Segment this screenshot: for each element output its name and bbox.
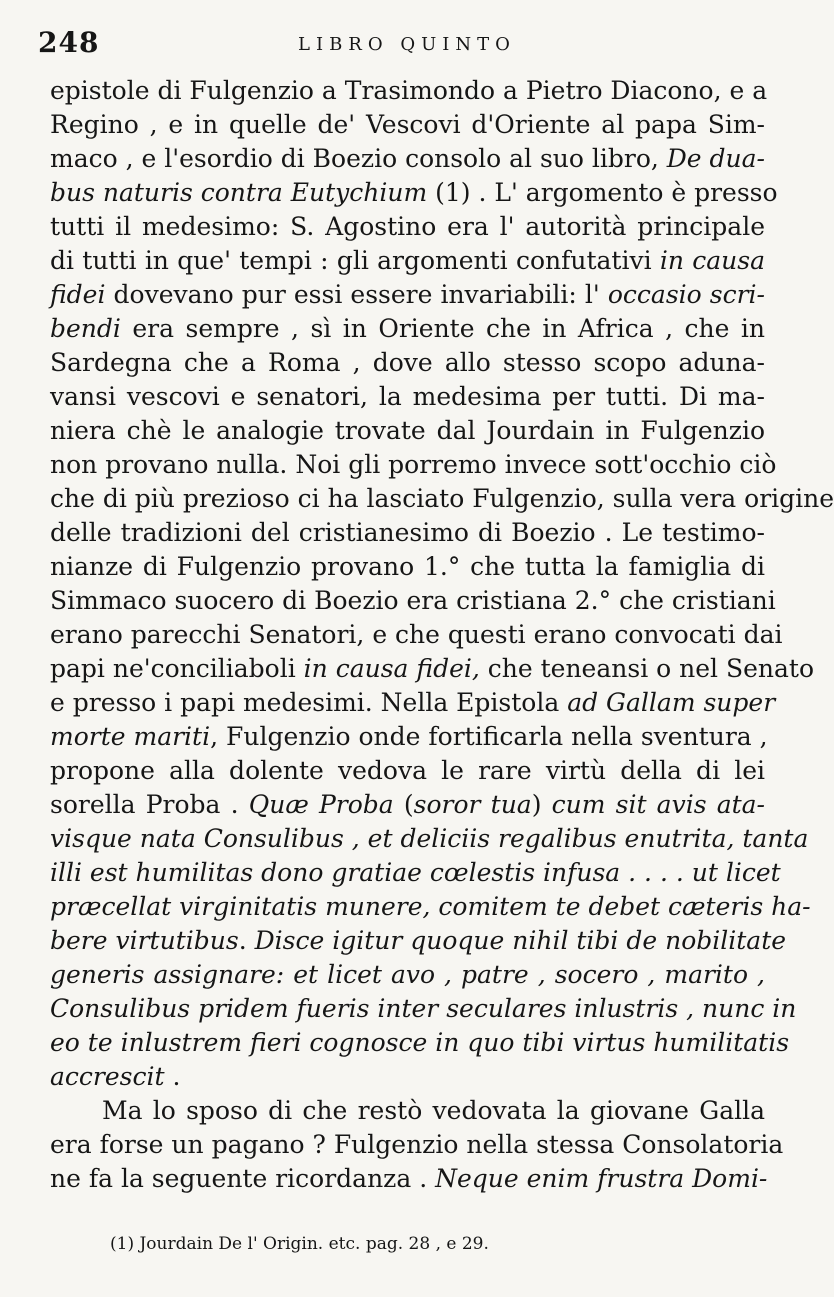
text-segment: Ma lo sposo di che restò vedovata la giovane Galla	[102, 1096, 765, 1125]
text-line	[50, 1162, 768, 1196]
text-segment: (1) . L' argomento è presso	[427, 178, 778, 207]
italic-text: bere virtutibus	[50, 926, 239, 955]
text-line	[50, 958, 765, 992]
text-segment: sorella Proba .	[50, 790, 249, 819]
body-text	[50, 74, 834, 1196]
text-segment: di tutti in que' tempi : gli argomenti confutativi	[50, 246, 660, 275]
text-line	[50, 788, 765, 822]
text-line	[50, 550, 765, 584]
running-head: LIBRO QUINTO	[298, 34, 516, 55]
text-line	[50, 1060, 765, 1094]
text-line	[50, 312, 765, 346]
text-line	[50, 686, 776, 720]
text-line	[50, 482, 834, 516]
text-segment: propone alla dolente vedova le rare virtù della di lei	[50, 756, 765, 785]
text-segment: era sempre , sì in Oriente che in Africa , che in	[120, 314, 765, 343]
text-segment: epistole di Fulgenzio a Trasimondo a Pietro Diacono, e a	[50, 76, 768, 105]
text-line	[50, 278, 765, 312]
text-segment: tutti il medesimo: S. Agostino era l' autorità principale	[50, 212, 765, 241]
text-segment: ne fa la seguente ricordanza .	[50, 1164, 436, 1193]
italic-text: soror tua	[413, 790, 532, 819]
text-segment: e presso i papi medesimi. Nella Epistola	[50, 688, 568, 717]
text-line	[50, 822, 809, 856]
text-segment: vansi vescovi e senatori, la medesima per tutti. Di ma-	[50, 382, 765, 411]
footnote: (1) Jourdain De l' Origin. etc. pag. 28 , e 29.	[110, 1234, 489, 1254]
italic-text: ad Gallam super	[567, 688, 776, 717]
italic-text: in causa fidei,	[303, 654, 480, 683]
italic-text: bendi	[50, 314, 121, 343]
text-segment: papi ne'conciliaboli	[50, 654, 304, 683]
text-line	[50, 856, 781, 890]
italic-text: accrescit	[50, 1062, 165, 1091]
text-line	[50, 992, 797, 1026]
text-segment: che teneansi o nel Senato	[479, 654, 814, 683]
page-header	[38, 26, 778, 66]
text-line	[50, 652, 814, 686]
text-segment: .	[238, 926, 255, 955]
text-segment: maco , e l'esordio di Boezio consolo al suo libro,	[50, 144, 667, 173]
italic-text: in causa	[659, 246, 765, 275]
italic-text: Neque enim frustra Domi-	[435, 1164, 768, 1193]
text-line	[50, 924, 787, 958]
text-line	[50, 74, 768, 108]
text-segment: (	[403, 790, 414, 819]
italic-text: fidei	[50, 280, 106, 309]
page-number: 248	[38, 26, 100, 59]
text-line	[50, 1128, 784, 1162]
italic-text: morte mariti	[50, 722, 211, 751]
text-segment: niera chè le analogie trovate dal Jourdain in Fulgenzio	[50, 416, 765, 445]
text-line	[50, 176, 778, 210]
italic-text: præcellat virginitatis munere, comitem te debet cæteris ha-	[50, 892, 811, 921]
text-line	[50, 380, 765, 414]
text-line	[50, 448, 777, 482]
italic-text: Quæ Proba	[248, 790, 404, 819]
text-segment: non provano nulla. Noi gli porremo invece sott'occhio ciò	[50, 450, 777, 479]
text-segment: nianze di Fulgenzio provano 1.° che tutta la famiglia di	[50, 552, 765, 581]
italic-text: De dua-	[666, 144, 766, 173]
text-segment: che di più prezioso ci ha lasciato Fulgenzio, sulla vera origine	[50, 484, 834, 513]
text-segment: erano parecchi Senatori, e che questi erano convocati dai	[50, 620, 783, 649]
text-segment: dovevano pur essi essere invariabili: l'	[105, 280, 608, 309]
text-segment: Sardegna che a Roma , dove allo stesso scopo aduna-	[50, 348, 765, 377]
text-line	[50, 414, 765, 448]
italic-text: Disce igitur quoque nihil tibi de nobilitate	[254, 926, 787, 955]
text-line	[50, 754, 765, 788]
italic-text: illi est humilitas dono gratiae cœlestis infusa . . . . ut licet	[50, 858, 781, 887]
text-segment: delle tradizioni del cristianesimo di Boezio . Le testimo-	[50, 518, 765, 547]
italic-text: eo te inlustrem fieri cognosce in quo tibi virtus humilitatis	[50, 1028, 790, 1057]
text-line	[50, 1094, 765, 1128]
text-line	[50, 210, 765, 244]
text-line	[50, 1026, 790, 1060]
text-line	[50, 584, 776, 618]
text-segment: , Fulgenzio onde fortificarla nella sventura ,	[210, 722, 768, 751]
italic-text: occasio scri-	[607, 280, 765, 309]
italic-text: visque nata Consulibus , et deliciis regalibus enutrita, tanta	[50, 824, 809, 853]
italic-text: bus naturis contra Eutychium	[50, 178, 428, 207]
text-segment: Simmaco suocero di Boezio era cristiana 2.° che cristiani	[50, 586, 776, 615]
text-segment: )	[531, 790, 552, 819]
text-line	[50, 720, 768, 754]
italic-text: cum sit avis ata-	[551, 790, 765, 819]
text-line	[50, 244, 765, 278]
footnote-divider	[40, 1220, 160, 1221]
text-line	[50, 142, 765, 176]
text-segment: era forse un pagano ? Fulgenzio nella stessa Consolatoria	[50, 1130, 784, 1159]
italic-text: Consulibus pridem fueris inter seculares inlustris , nunc in	[50, 994, 797, 1023]
text-line	[50, 890, 811, 924]
text-line	[50, 516, 765, 550]
italic-text: generis assignare: et licet avo , patre , socero , marito ,	[50, 960, 765, 989]
text-segment: .	[164, 1062, 181, 1091]
text-line	[50, 618, 783, 652]
text-line	[50, 108, 765, 142]
text-segment: Regino , e in quelle de' Vescovi d'Oriente al papa Sim-	[50, 110, 765, 139]
text-line	[50, 346, 765, 380]
